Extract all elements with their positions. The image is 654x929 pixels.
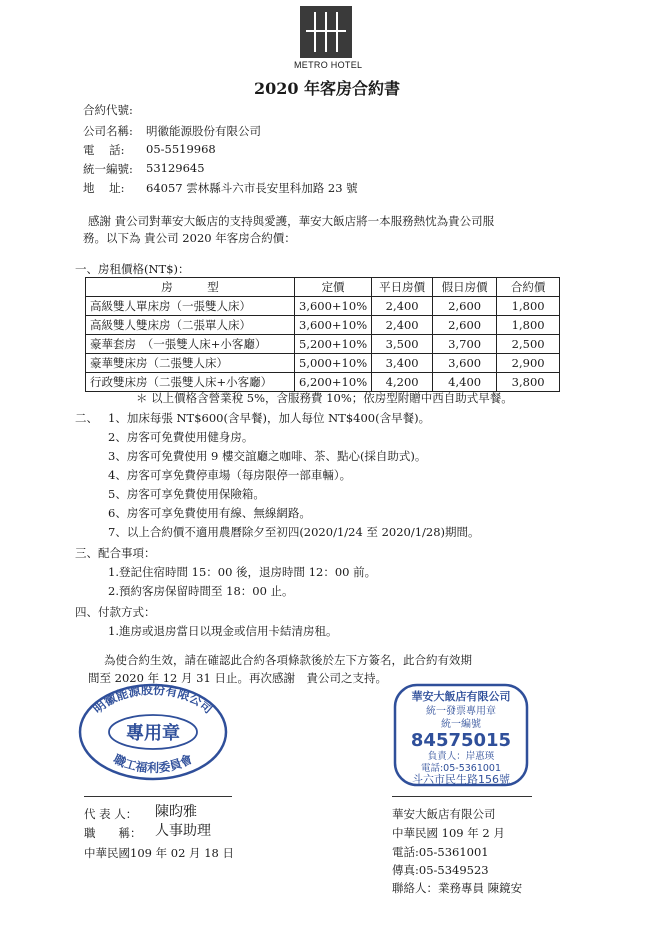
table-row [86,335,560,354]
list-price: 5,200+10% [295,335,372,354]
section1-heading: 一、房租價格(NT$)： [75,262,190,276]
section2-number: 二、 [75,411,98,425]
company-address: 64057 雲林縣斗六市長安里科加路 23 號 [146,181,358,195]
list-item: 2.預約客房保留時間至 18：00 止。 [108,584,294,598]
table-row [86,354,560,373]
seal-ring-text: 明徽能源股份有限公司 [90,682,216,717]
holiday-price: 2,600 [433,316,497,335]
job-title: 人事助理 [155,822,211,838]
table-row [86,373,560,392]
page-title: 2020 年客房合約書 [253,79,401,98]
invoice-seal [393,683,529,787]
list-item: 1.登記住宿時間 15：00 後，退房時間 12：00 前。 [108,565,377,579]
rate-table-header [86,278,560,297]
tax-id-label: 統一編號: [83,162,133,176]
address-label: 地 址: [83,181,125,195]
hotel-phone: 電話:05-5361001 [392,845,489,859]
price-note: ＊ 以上價格含營業稅 5%，含服務費 10%；依房型附贈中西自助式早餐。 [136,391,513,405]
logo-text: METRO HOTEL [294,60,363,70]
contract-price: 1,800 [497,316,560,335]
list-item: 1.進房或退房當日以現金或信用卡結清房租。 [108,624,338,638]
rate-table [85,277,560,392]
hotel-company-name: 華安大飯店有限公司 [392,807,496,821]
holiday-price: 2,600 [433,297,497,316]
holiday-price: 4,400 [433,373,497,392]
weekday-price: 4,200 [372,373,433,392]
signature-divider-right [392,796,532,797]
weekday-price: 2,400 [372,297,433,316]
holiday-price: 3,600 [433,354,497,373]
contract-price: 3,800 [497,373,560,392]
list-price: 3,600+10% [295,316,372,335]
seal-subtitle: 統一發票專用章 [426,706,496,717]
seal-ring-bottom-text: 職工福利委員會 [111,751,195,775]
section3-heading: 三、配合事項： [75,546,156,560]
closing-line-1: 為使合約生效，請在確認此合約各項條款後於左下方簽名，此合約有效期 [104,653,472,667]
job-title-label: 職 稱： [84,826,142,840]
sign-date-left: 中華民國109 年 02 月 18 日 [84,846,234,860]
header-weekday-price: 平日房價 [372,278,433,297]
seal-tel: 電話:05-5361001 [420,763,502,774]
table-row [86,316,560,335]
seal-owner: 負責人：岸惠瑛 [427,751,495,762]
seal-top-text: 華安大飯店有限公司 [411,690,511,703]
seal-address: 斗六市民生路156號 [412,773,510,786]
header-list-price: 定價 [295,278,372,297]
company-phone: 05-5519968 [146,142,216,156]
list-item: 5、房客可享免費使用保險箱。 [108,487,265,501]
hotel-fax: 傳真:05-5349523 [392,863,489,877]
seal-label: 統一編號 [441,719,481,730]
list-price: 6,200+10% [295,373,372,392]
list-price: 3,600+10% [295,297,372,316]
closing-line-2: 間至 2020 年 12 月 31 日止。再次感謝 貴公司之支持。 [88,671,387,685]
phone-label: 電 話: [83,143,125,157]
contract-price: 1,800 [497,297,560,316]
room-type: 行政雙床房（二張雙人床+小客廳） [86,373,295,392]
company-name: 明徽能源股份有限公司 [146,124,261,138]
list-item: 3、房客可免費使用 9 樓交誼廳之咖啡、茶、點心(採自助式)。 [108,449,427,463]
list-item: 6、房客可享免費使用有線、無線網路。 [108,506,311,520]
representative-label: 代 表 人： [84,807,138,821]
signature-divider-left [84,796,232,797]
list-item: 4、房客可享免費停車場（每房限停一部車輛）。 [108,468,352,482]
weekday-price: 3,400 [372,354,433,373]
hotel-contact: 聯絡人：業務專員 陳鏡安 [392,881,523,895]
company-tax-id: 53129645 [146,161,205,175]
list-item: 1、加床每張 NT$600(含早餐)，加人每位 NT$400(含早餐)。 [108,411,431,425]
contract-price: 2,500 [497,335,560,354]
room-type: 高級雙人雙床房（二張單人床） [86,316,295,335]
header-contract-price: 合約價 [497,278,560,297]
room-type: 豪華雙床房（二張雙人床） [86,354,295,373]
header-room-type: 房 型 [86,278,295,297]
sign-date-right: 中華民國 109 年 2 月 [392,826,505,840]
list-price: 5,000+10% [295,354,372,373]
header-holiday-price: 假日房價 [433,278,497,297]
contract-price: 2,900 [497,354,560,373]
contract-code-label: 合約代號: [83,103,133,117]
list-item: 7、以上合約價不適用農曆除夕至初四(2020/1/24 至 2020/1/28)期間。 [108,525,480,539]
representative-name: 陳昀雅 [155,803,197,819]
holiday-price: 3,700 [433,335,497,354]
intro-line-2: 務。以下為 貴公司 2020 年客房合約價： [83,231,296,245]
company-name-label: 公司名稱: [83,124,133,138]
seal-number: 84575015 [410,730,512,751]
seal-center-text: 專用章 [126,723,180,744]
building-logo-icon [300,6,352,58]
room-type: 豪華套房 （一張雙人床+小客廳） [86,335,295,354]
intro-line-1: 感謝 貴公司對華安大飯店的支持與愛護，華安大飯店將一本服務熱忱為貴公司服 [88,214,495,228]
table-row [86,297,560,316]
section4-heading: 四、付款方式： [75,605,156,619]
employee-welfare-seal [77,682,229,782]
room-type: 高級雙人單床房（一張雙人床） [86,297,295,316]
weekday-price: 3,500 [372,335,433,354]
weekday-price: 2,400 [372,316,433,335]
list-item: 2、房客可免費使用健身房。 [108,430,254,444]
